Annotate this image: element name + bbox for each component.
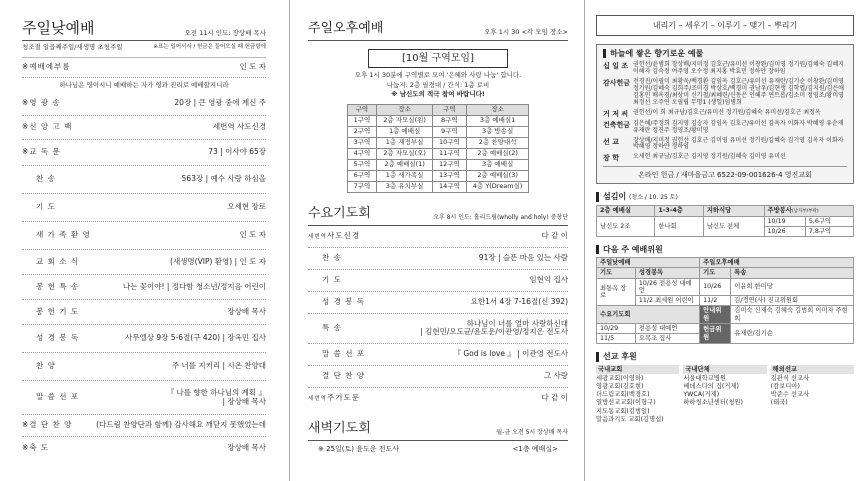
order-row	[308, 314, 568, 344]
online-offering-account: 온라인 헌금 / 새마을금고 6522-09-001626-4 영진교회	[603, 166, 847, 179]
cell: 2구역	[347, 126, 377, 137]
order-row	[22, 353, 266, 381]
afternoon-meta: 오후 1시 30 <각 모임 장소>	[484, 28, 568, 37]
motto-banner: 내리기 – 세우기 – 이루기 – 맺기 – 뿌리기	[596, 15, 854, 36]
cell: 10/29	[597, 323, 636, 333]
order-label: ※예배에부름	[22, 61, 71, 71]
order-label: ※결 단 찬 양	[22, 420, 73, 430]
afternoon-wednesday-column	[296, 0, 568, 481]
list-item: 하하청소년센터(청원)	[683, 399, 743, 407]
column-divider	[289, 0, 290, 481]
order-label: ※신 앙 고 백	[22, 122, 73, 132]
cell: 12구역	[432, 159, 466, 170]
cell: 남신도 2조	[597, 216, 655, 236]
header-cell: 주일오후예배	[700, 258, 854, 268]
order-value: 다 같 이	[541, 230, 568, 240]
offering-row	[603, 121, 847, 135]
cell: 3층 방송실	[466, 126, 529, 137]
cell: 오목조 집사	[635, 334, 699, 344]
order-label: 교 회 소 식	[36, 256, 80, 266]
header-cell: 지하식당	[703, 206, 764, 216]
cell: 5구역	[347, 159, 377, 170]
date: 10/26	[638, 279, 658, 287]
special-song: 진교위원회	[767, 297, 799, 305]
table-row	[597, 306, 854, 323]
header-cell: 장소	[377, 104, 433, 115]
list-item: 김관식 선교사	[770, 374, 810, 382]
header-cell: 기도	[597, 268, 636, 278]
list-item: YWCA(거제)	[683, 391, 720, 399]
cell: 1층 예배실	[377, 126, 433, 137]
order-value: 『 God is love 』 | 이관영 전도사	[453, 348, 568, 358]
order-label: ※축 도	[22, 442, 50, 452]
order-label: 성 경 봉 독	[36, 333, 80, 343]
order-value: 세번역 사도신경	[212, 122, 266, 132]
order-row	[22, 437, 266, 459]
order-value: 인 도 자	[239, 230, 266, 240]
table-row	[347, 170, 529, 181]
cell: 10/26	[700, 278, 731, 295]
header-cell: 헌금위원	[700, 323, 731, 343]
order-row	[22, 250, 266, 275]
wednesday-meta: 오후 8시 인도: 홀리드림(wholly and holy) 중창단	[433, 213, 568, 221]
header-cell	[764, 206, 854, 216]
reader: 전용성 대예언	[638, 279, 692, 294]
offering-title: 하늘에 쌓은 향기로운 예물	[603, 49, 847, 58]
order-value: 나는 꽃이야! | 정다함 청소년/정지음 어린이	[122, 281, 266, 291]
sunday-instruction: ※표는 일어서서 / 헌금은 들어오실 때 헌금함에	[153, 44, 266, 51]
order-value	[167, 389, 266, 406]
sunday-meta: 오전 11시 인도: 장상배 목사	[184, 28, 266, 37]
prayer: 김/정연(사)	[734, 297, 766, 305]
cell: 1층 재정부실	[377, 137, 433, 148]
cell: 11/5	[597, 334, 636, 344]
table-header	[347, 104, 529, 115]
table-row	[347, 126, 529, 137]
order-label: 기 도	[36, 202, 56, 212]
order-label: 성 경 봉 독	[322, 296, 366, 306]
offering-type: 거 저 씨	[603, 109, 629, 118]
cell: 2층 예배실(3)	[466, 170, 529, 181]
special-song-singers: | 김현민/오도균/윤도운/이관영/정지은 전도사	[420, 327, 568, 337]
order-row	[22, 194, 266, 222]
service-title	[596, 192, 854, 202]
order-value	[420, 320, 568, 337]
order-row	[22, 325, 266, 353]
cell: 9구역	[432, 126, 466, 137]
offering-row	[603, 138, 847, 152]
list-item: 박준수 선교사	[770, 391, 810, 399]
order-row	[308, 388, 568, 410]
group-location-table	[347, 104, 530, 193]
order-label: 말 씀 선 포	[36, 392, 80, 402]
offering-row	[603, 154, 847, 162]
order-value: 91장 | 슬픈 마음 있는 사람	[478, 252, 568, 262]
order-row	[308, 226, 568, 248]
afternoon-title: 주일오후예배	[308, 21, 384, 36]
header-cell: 특송	[731, 268, 854, 278]
offering-type: 선 교	[603, 137, 619, 146]
table-header	[597, 206, 854, 216]
cell: 한나회	[655, 216, 703, 236]
order-value: 사무엘상 9장 5-6절(구 420) | 장옥민 집사	[125, 333, 266, 343]
cell: 10/26	[764, 226, 805, 236]
cell: 11/2	[700, 296, 731, 306]
sunday-header	[22, 20, 266, 41]
order-value: 주 너를 지키리 | 시온 찬양대	[171, 361, 266, 371]
kitchen-header: 주방봉사	[767, 207, 792, 215]
list-item: 지도동교회(김범일)	[596, 407, 650, 415]
offering-names: 김은해/주정희 김지영 김승자 김임옥 김호근/유미선 김옥자 이화자 박혜영 유순재 유재란 정진주 정영조/황미영	[633, 119, 844, 134]
sunday-title: 주일낮예배	[22, 19, 95, 37]
table-row	[597, 216, 854, 226]
order-value: 장상배 목사	[227, 306, 266, 316]
service-title-text: 섬김이	[603, 192, 627, 202]
cell	[731, 296, 854, 306]
order-value: 73 | 이사야 65장	[208, 147, 266, 157]
cell: 3층 예배실1	[466, 115, 529, 126]
mission-title: 선교 후원	[596, 352, 854, 361]
order-label: 새 가 족 환 영	[36, 230, 91, 240]
cell: 11구역	[432, 148, 466, 159]
order-label: 봉 헌 특 송	[36, 281, 80, 291]
cell: 10구역	[432, 137, 466, 148]
new-translation-tag: 세번역	[308, 233, 327, 240]
service-table	[596, 205, 854, 237]
order-value: 요한1서 4장 7-16절(신 392)	[470, 296, 568, 306]
cell: 전용성 대예언	[635, 323, 699, 333]
list-item	[683, 416, 766, 423]
offering-names: 오세헌 최규남/김호근 김지영 정기원/김혜숙 김미영 유미선	[633, 153, 786, 161]
header-cell: 기도	[700, 268, 731, 278]
cell	[635, 278, 699, 295]
order-row	[22, 116, 266, 140]
order-value: 20장 | 큰 영광 중에 계신 주	[174, 98, 266, 108]
cell: 4층 Y(Dream실)	[466, 181, 529, 192]
sunday-subtitle: 청조절 일곱째주일/새생명 초청주일	[22, 43, 123, 52]
cell: 3층 유치부실	[377, 181, 433, 192]
dawn-meta: 월-금 오전 5시 장상배 목사	[496, 428, 568, 436]
cell	[635, 296, 699, 306]
list-item: (캄보디아)	[770, 382, 800, 390]
date: 11/2	[638, 297, 654, 305]
dawn-leader: ※ 25일(토) 윤도운 전도사	[318, 444, 400, 453]
table-row	[597, 296, 854, 306]
offering-type: 감사헌금	[603, 79, 631, 88]
call-to-worship-verse: 하나님은 영이시니 예배하는 자가 영과 진리로 예배할지니라	[59, 80, 229, 89]
list-item: 서울대학교병원	[683, 374, 726, 382]
offering-row	[603, 110, 847, 118]
header-cell: 국내단체	[683, 365, 766, 374]
order-value: 임현익 집사	[529, 274, 568, 284]
order-row	[22, 300, 266, 325]
order-label: ※영 광 송	[22, 98, 61, 108]
order-label: 기 도	[322, 274, 342, 284]
cell: 5,6구역	[805, 216, 853, 226]
cell: 10/19	[764, 216, 805, 226]
cell: 1구역	[347, 115, 377, 126]
sermon-preacher: | 장상배 목사	[222, 396, 266, 406]
order-row	[22, 275, 266, 300]
cell: 유재란/김기순	[731, 323, 854, 343]
order-row	[22, 166, 266, 194]
cell: 2층 자모실(오)	[377, 148, 433, 159]
list-item	[771, 408, 854, 415]
order-label: 찬 양	[36, 361, 56, 371]
list-item: 베데스다의 집(거제)	[683, 382, 739, 390]
order-value: 오세현 장로	[227, 202, 266, 212]
header-cell: 구역	[432, 104, 466, 115]
order-value: 인 도 자	[239, 61, 266, 71]
header-cell: 국내교회	[596, 365, 679, 374]
group-meeting-place: 나눔지: 2층 필경대 / 간식: 1층 로비	[386, 80, 490, 89]
list-item: 세광교회(이영하)	[596, 374, 644, 382]
order-label: 찬 송	[36, 174, 56, 184]
cell: 7,8구역	[805, 226, 853, 236]
list-item: 열방선교교회(이형구)	[596, 399, 656, 407]
table-row	[347, 115, 529, 126]
cell: 2층 찬양대석	[466, 137, 529, 148]
table-row	[347, 159, 529, 170]
sunday-service-column	[0, 0, 282, 481]
list-item: 영광교회(김호현)	[596, 382, 644, 390]
list-item: 말음과기도 교회(김명섭)	[596, 415, 664, 423]
offering-type: 십 일 조	[603, 62, 629, 71]
offering-names: 장상배/지미정 권헌선 김호근 김미영 유미선 정기원/김혜숙 김기영 김옥자 이화자 박혜영 정하얀 정하임	[633, 136, 844, 151]
list-item: 더드림교회(백경호)	[596, 391, 650, 399]
list-item: (태국)	[770, 399, 788, 407]
dawn-header	[308, 422, 568, 441]
order-row	[22, 381, 266, 415]
header-cell: 성경봉독	[635, 268, 699, 278]
afternoon-header	[308, 22, 568, 41]
offering-names: 전경진/이필미 최황욱/백경환 김임옥 김호근/유미선 유재란/김기순 이창완/김미영 정기원/김혜숙 김희주/조미경 박상호/백경미 권남우/김현생 김학엽/김지원/김은애 김홍민 배옥경/최상미 신기철/최혜련/신동은 인혜주 연트롭/김소미 정영조/황미영 최정선 오주연 오필립 무명1 (생일)임병희	[633, 78, 845, 106]
list-item	[771, 416, 854, 423]
header-cell: 주일낮예배	[597, 258, 700, 268]
table-header	[597, 268, 854, 278]
dawn-row	[308, 441, 568, 457]
offering-names: 권헌선/윤범희 장상배/지미정 김호근/유미선 이창완/김미영 정기원/김혜숙 김혜지 이해자 김숙정 여주영 오수정 최지홍 박효민 정하얀 장하임	[633, 61, 844, 76]
order-label: 주기도문	[326, 393, 360, 403]
order-value: 다 같 이	[541, 393, 568, 403]
order-value: (새생명(VIP) 환영) | 인 도 자	[170, 256, 266, 266]
offering-type: 장 학	[603, 154, 619, 163]
kitchen-note: (남자부/부곽)	[791, 209, 819, 215]
cell: 13구역	[432, 170, 466, 181]
group-meeting-desc: 오후 1시 30분에 구역별로 모여 '은혜와 사랑 나눔' 합니다.	[354, 71, 522, 80]
header-cell: 수요기도회	[597, 306, 700, 323]
header-cell: 구역	[347, 104, 377, 115]
order-row	[22, 92, 266, 116]
wednesday-header	[308, 207, 568, 226]
order-value: (다드림 찬양단과 함께) 감사해요 깨닫지 못했었는데	[96, 420, 266, 430]
order-label: 사도신경	[326, 230, 360, 240]
header-cell: 해외선교	[771, 365, 854, 374]
order-label: 말 씀 선 포	[322, 348, 366, 358]
special-song-title: 하나님이 너를 얼마 사랑하신대	[466, 318, 568, 328]
cell: 이윤희 한미당	[731, 278, 854, 295]
cell: 7구역	[347, 181, 377, 192]
next-week-table	[596, 257, 854, 344]
reader: 최세원 어린이	[655, 297, 694, 305]
sidebar-column	[592, 0, 854, 481]
mission-grid	[596, 365, 854, 424]
cell: 3층 예배실	[466, 159, 529, 170]
offering-block	[596, 44, 854, 184]
header-cell: 안내위원	[700, 306, 731, 323]
order-row	[308, 292, 568, 314]
table-row	[347, 137, 529, 148]
table-row	[347, 148, 529, 159]
cell: 4구역	[347, 148, 377, 159]
order-label: 찬 송	[322, 252, 342, 262]
list-item	[683, 408, 766, 415]
offering-row	[603, 79, 847, 107]
order-row	[22, 222, 266, 250]
sunday-subheader	[22, 44, 266, 57]
table-row	[347, 181, 529, 192]
cell: 김미숙 신재숙 김혜숙 김범희 이미자 주현희	[731, 306, 854, 323]
group-meeting-title: [10월 구역모임]	[368, 49, 508, 69]
header-cell: 장소	[466, 104, 529, 115]
offering-row	[603, 62, 847, 76]
cell: 2층 자모실(왼)	[377, 115, 433, 126]
next-week-title: 다음 주 예배위원	[596, 245, 854, 254]
cell: 3구역	[347, 137, 377, 148]
order-row	[308, 366, 568, 388]
order-label: 결 단 찬 양	[322, 370, 366, 380]
table-header	[597, 258, 854, 268]
offering-names: 권헌선/이 희 최규남/김호근/유미선 정기원/김혜숙 유미선/김호근 최정옥	[633, 108, 821, 116]
dawn-title: 새벽기도회	[308, 420, 371, 436]
order-label: 봉 헌 기 도	[36, 306, 80, 316]
order-label: ※교 독 문	[22, 147, 61, 157]
table-row	[597, 278, 854, 295]
order-row	[308, 270, 568, 292]
dawn-place: <1층 예배실>	[512, 444, 558, 453]
cell: 14구역	[432, 181, 466, 192]
table-row	[597, 323, 854, 333]
cell: 1층 새가족실	[377, 170, 433, 181]
order-row	[308, 344, 568, 366]
order-value: 563장 | 예수 사랑 하심을	[181, 174, 266, 184]
offering-type: 건축헌금	[603, 120, 631, 129]
order-value: 장상배 목사	[227, 442, 266, 452]
order-row	[22, 415, 266, 437]
order-row	[308, 248, 568, 270]
cell: 최통옥 장로	[597, 278, 636, 306]
group-meeting-note: ※ 남신도의 적극 참여 바랍니다!	[391, 90, 485, 99]
service-note: (청소 / 10. 25 토)	[628, 194, 678, 202]
cell: 6구역	[347, 170, 377, 181]
header-cell: 2층 예배실	[597, 206, 655, 216]
cell: 2층 예배실(1)	[377, 159, 433, 170]
cell: 남신도 전체	[703, 216, 764, 236]
new-translation-tag: 세번역	[308, 396, 327, 403]
cell: 2층 예배실(2)	[466, 148, 529, 159]
order-value: 그 사랑	[543, 370, 568, 380]
header-cell: 1-3-4층	[655, 206, 703, 216]
cell: 8구역	[432, 115, 466, 126]
order-label: 특 송	[322, 322, 342, 332]
wednesday-title: 수요기도회	[308, 205, 371, 221]
sermon-title: 『 나를 향한 하나님의 계획 』	[166, 388, 266, 398]
order-row	[22, 58, 266, 78]
column-divider	[584, 0, 585, 481]
order-row	[22, 140, 266, 166]
